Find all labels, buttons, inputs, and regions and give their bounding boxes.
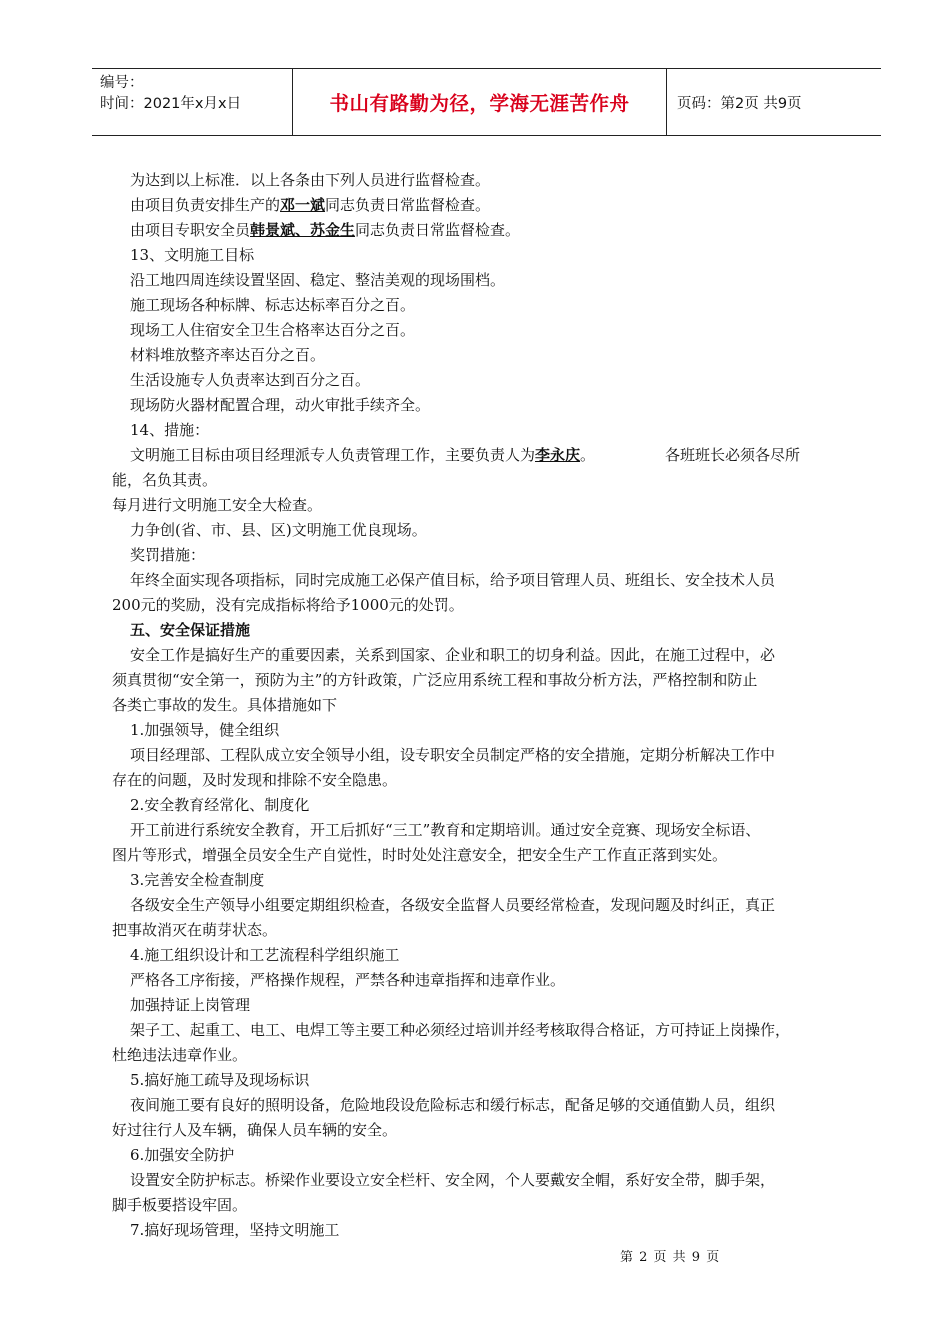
- paragraph: 为达到以上标准．以上各条由下列人员进行监督检查。: [130, 171, 491, 189]
- paragraph: 年终全面实现各项指标，同时完成施工必保产值目标，给予项目管理人员、班组长、安全技术人员: [130, 571, 776, 589]
- paragraph: 材料堆放整齐率达百分之百。: [130, 346, 326, 364]
- subsection-heading: 2.安全教育经常化、制度化: [130, 796, 310, 814]
- paragraph: 施工现场各种标牌、标志达标率百分之百。: [130, 296, 416, 314]
- paragraph: 由项目负责安排生产的邓一斌同志负责日常监督检查。: [130, 196, 491, 214]
- paragraph: 项目经理部、工程队成立安全领导小组，设专职安全员制定严格的安全措施，定期分析解决工作中: [130, 746, 776, 764]
- person-name: 李永庆: [535, 446, 581, 464]
- paragraph: 各级安全生产领导小组要定期组织检查，各级安全监督人员要经常检查，发现问题及时纠正，真正: [130, 896, 776, 914]
- subsection-heading: 5.搞好施工疏导及现场标识: [130, 1071, 310, 1089]
- paragraph: 由项目专职安全员韩景斌、苏金生同志负责日常监督检查。: [130, 221, 521, 239]
- section-heading: 14、措施：: [130, 421, 210, 439]
- document-time-label: 时间：2021年x月x日: [100, 96, 242, 112]
- paragraph-continuation: 把事故消灭在萌芽状态。: [112, 921, 278, 939]
- paragraph-continuation: 能，名负其责。: [112, 471, 218, 489]
- paragraph: 安全工作是搞好生产的重要因素，关系到国家、企业和职工的切身利益。因此，在施工过程中，必: [130, 646, 776, 664]
- paragraph: 现场防火器材配置合理，动火审批手续齐全。: [130, 396, 431, 414]
- person-name: 韩景斌、苏金生: [250, 221, 356, 239]
- paragraph-continuation: 200元的奖励，没有完成指标将给予1000元的处罚。: [112, 596, 464, 614]
- paragraph: 文明施工目标由项目经理派专人负责管理工作，主要负责人为李永庆。 各班班长必须各尽所: [130, 446, 801, 464]
- subsection-heading: 7.搞好现场管理，坚持文明施工: [130, 1221, 340, 1239]
- page-footer: 第 2 页 共 9 页: [620, 1250, 721, 1265]
- section-heading: 13、文明施工目标: [130, 246, 255, 264]
- paragraph: 力争创(省、市、县、区)文明施工优良现场。: [130, 521, 427, 539]
- paragraph: 生活设施专人负责率达到百分之百。: [130, 371, 371, 389]
- page-header: [92, 68, 881, 136]
- paragraph-continuation: 存在的问题，及时发现和排除不安全隐患。: [112, 771, 398, 789]
- paragraph-continuation: 杜绝违法违章作业。: [112, 1046, 248, 1064]
- header-motto: 书山有路勤为径，学海无涯苦作舟: [293, 69, 667, 135]
- subsection-heading: 1.加强领导，健全组织: [130, 721, 280, 739]
- subsection-heading: 4.施工组织设计和工艺流程科学组织施工: [130, 946, 400, 964]
- paragraph-continuation: 图片等形式，增强全员安全生产自觉性，时时处处注意安全，把安全生产工作直正落到实处。: [112, 846, 728, 864]
- document-number-label: 编号：: [100, 75, 144, 91]
- person-name: 邓一斌: [280, 196, 326, 214]
- subsection-heading: 3.完善安全检查制度: [130, 871, 265, 889]
- paragraph: 现场工人住宿安全卫生合格率达百分之百。: [130, 321, 416, 339]
- document-body: [112, 168, 862, 1243]
- paragraph: 架子工、起重工、电工、电焊工等主要工种必须经过培训并经考核取得合格证，方可持证上岗操作，: [130, 1021, 791, 1039]
- paragraph: 加强持证上岗管理: [130, 996, 251, 1014]
- paragraph: 夜间施工要有良好的照明设备，危险地段设危险标志和缓行标志，配备足够的交通值勤人员，组织: [130, 1096, 776, 1114]
- paragraph-continuation: 脚手板要搭设牢固。: [112, 1196, 248, 1214]
- paragraph-continuation: 好过往行人及车辆，确保人员车辆的安全。: [112, 1121, 398, 1139]
- paragraph: 每月进行文明施工安全大检查。: [112, 496, 323, 514]
- paragraph: 奖罚措施：: [130, 546, 206, 564]
- subsection-heading: 6.加强安全防护: [130, 1146, 235, 1164]
- paragraph: 设置安全防护标志。桥梁作业要设立安全栏杆、安全网，个人要戴安全帽，系好安全带，脚手架，: [130, 1171, 776, 1189]
- paragraph-continuation: 各类亡事故的发生。具体措施如下: [112, 696, 338, 714]
- paragraph: 开工前进行系统安全教育，开工后抓好“三工”教育和定期培训。通过安全竞赛、现场安全标语、: [130, 821, 761, 839]
- paragraph: 严格各工序衔接，严格操作规程，严禁各种违章指挥和违章作业。: [130, 971, 566, 989]
- paragraph-continuation: 须真贯彻“安全第一，预防为主”的方针政策，广泛应用系统工程和事故分析方法，严格控制和防止: [112, 671, 758, 689]
- paragraph: 沿工地四周连续设置坚固、稳定、整洁美观的现场围档。: [130, 271, 506, 289]
- section-heading: 五、安全保证措施: [130, 621, 251, 639]
- header-page-number: 页码：第2页 共9页: [677, 95, 802, 112]
- header-meta: [92, 69, 293, 135]
